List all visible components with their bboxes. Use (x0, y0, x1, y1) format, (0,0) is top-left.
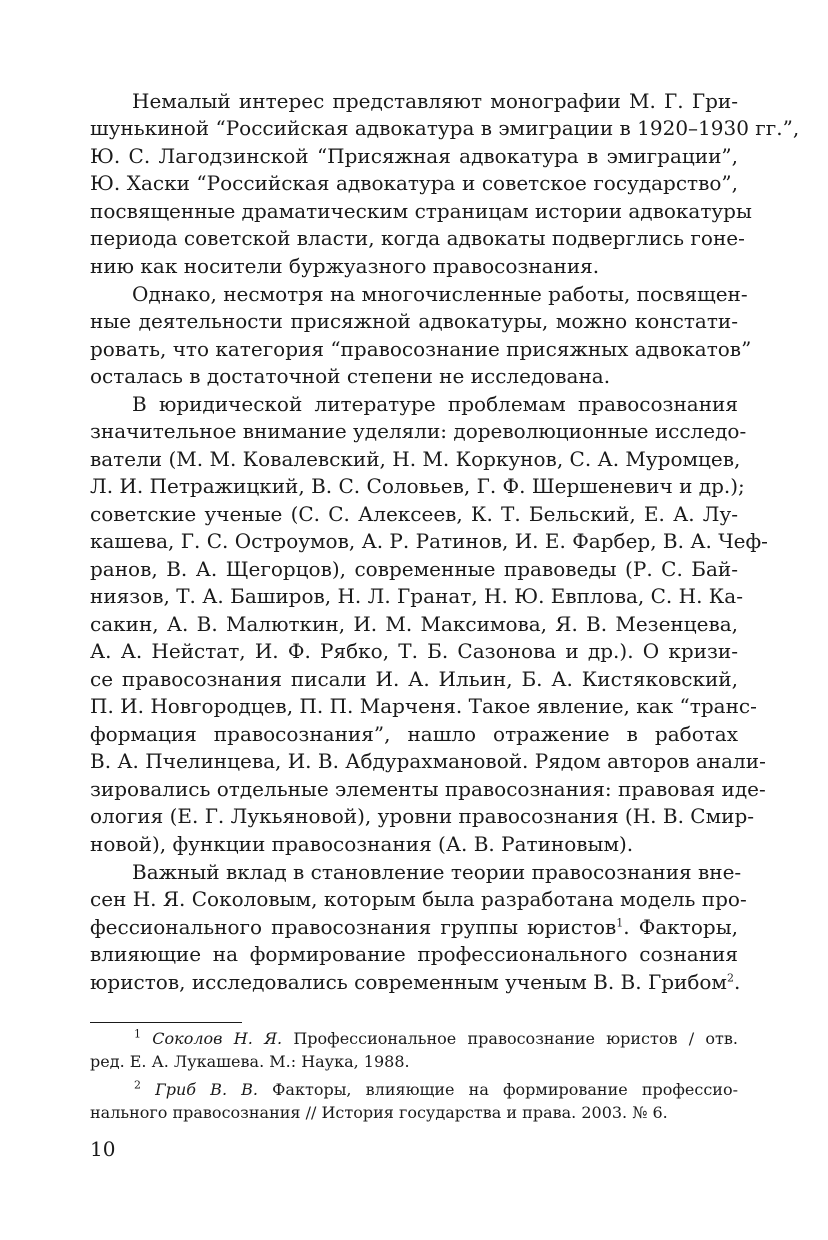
footnote-2-line (90, 1079, 738, 1101)
footnote-author: Соколов Н. Я. (152, 1029, 283, 1048)
text-line: В юридической литературе проблемам правосознания (132, 392, 738, 416)
text-line: Л. И. Петражицкий, В. С. Соловьев, Г. Ф. Шершеневич и др.); (90, 474, 745, 498)
text-line: В. А. Пчелинцева, И. В. Абдурахмановой. Рядом авторов анали- (90, 749, 766, 773)
text-segment: фессионального правосознания группы юристов (90, 915, 617, 939)
text-line: ные деятельности присяжной адвокатуры, можно констати- (90, 309, 738, 333)
text-line: кашева, Г. С. Остроумов, А. Р. Ратинов, И. Е. Фарбер, В. А. Чеф- (90, 529, 768, 553)
text-line: А. А. Нейстат, И. Ф. Рябко, Т. Б. Сазонова и др.). О кризи- (90, 639, 738, 663)
footnote-text: Профессиональное правосознание юристов / отв. (282, 1029, 738, 1048)
footnote-ref-2[interactable]: 2 (726, 971, 734, 985)
text-line: формация правосознания”, нашло отражение в работах (90, 722, 738, 746)
text-line: советские ученые (С. С. Алексеев, К. Т. Бельский, Е. А. Лу- (90, 502, 738, 526)
text-line: ниязов, Т. А. Баширов, Н. Л. Гранат, Н. Ю. Евплова, С. Н. Ка- (90, 584, 743, 608)
text-line: шунькиной “Российская адвокатура в эмиграции в 1920–1930 гг.”, (90, 116, 800, 140)
text-line: Однако, несмотря на многочисленные работы, посвящен- (132, 282, 748, 306)
text-line: влияющие на формирование профессионального сознания (90, 942, 738, 966)
footnote-2-line: нального правосознания // История государства и права. 2003. № 6. (90, 1103, 668, 1122)
text-line: ватели (М. М. Ковалевский, Н. М. Коркунов, С. А. Муромцев, (90, 447, 741, 471)
text-segment: . Факторы, (623, 915, 738, 939)
text-line: посвященные драматическим страницам истории адвокатуры (90, 199, 752, 223)
text-line: периода советской власти, когда адвокаты подверглись гоне- (90, 226, 745, 250)
footnote-marker: 2 (134, 1078, 141, 1092)
text-line: нию как носители буржуазного правосознания. (90, 254, 600, 278)
footnote-marker: 1 (134, 1027, 141, 1041)
text-line: осталась в достаточной степени не исследована. (90, 364, 611, 388)
text-line: сакин, А. В. Малюткин, И. М. Максимова, Я. В. Мезенцева, (90, 612, 738, 636)
text-line: новой), функции правосознания (А. В. Ратиновым). (90, 832, 634, 856)
text-line: Важный вклад в становление теории правосознания вне- (132, 860, 742, 884)
text-line-with-footnote-ref (90, 969, 741, 996)
text-line: ровать, что категория “правосознание присяжных адвокатов” (90, 337, 752, 361)
text-line: се правосознания писали И. А. Ильин, Б. А. Кистяковский, (90, 667, 738, 691)
text-line: значительное внимание уделяли: дореволюционные исследо- (90, 419, 747, 443)
text-line: сен Н. Я. Соколовым, которым была разработана модель про- (90, 887, 747, 911)
text-line: Ю. С. Лагодзинской “Присяжная адвокатура в эмиграции”, (90, 144, 738, 168)
footnote-1-line (90, 1028, 738, 1050)
text-line: Немалый интерес представляют монографии М. Г. Гри- (132, 89, 738, 113)
text-line-with-footnote-ref (90, 914, 738, 941)
text-line: зировались отдельные элементы правосознания: правовая иде- (90, 777, 766, 801)
text-segment: юристов, исследовались современным ученым В. В. Грибом (90, 970, 727, 994)
text-segment: . (733, 970, 741, 994)
text-line: ология (Е. Г. Лукьяновой), уровни правосознания (Н. В. Смир- (90, 804, 755, 828)
page-number: 10 (90, 1137, 116, 1161)
text-line: Ю. Хаски “Российская адвокатура и советское государство”, (90, 171, 738, 195)
footnote-text: Факторы, влияющие на формирование профессио- (258, 1080, 739, 1099)
footnote-1-line: ред. Е. А. Лукашева. М.: Наука, 1988. (90, 1052, 410, 1071)
text-line: П. И. Новгородцев, П. П. Марченя. Такое явление, как “транс- (90, 694, 757, 718)
text-line: ранов, В. А. Щегорцов), современные правоведы (Р. С. Бай- (90, 557, 738, 581)
footnote-ref-1[interactable]: 1 (616, 916, 624, 930)
footnote-author: Гриб В. В. (155, 1080, 259, 1099)
footnote-separator (90, 1022, 242, 1023)
